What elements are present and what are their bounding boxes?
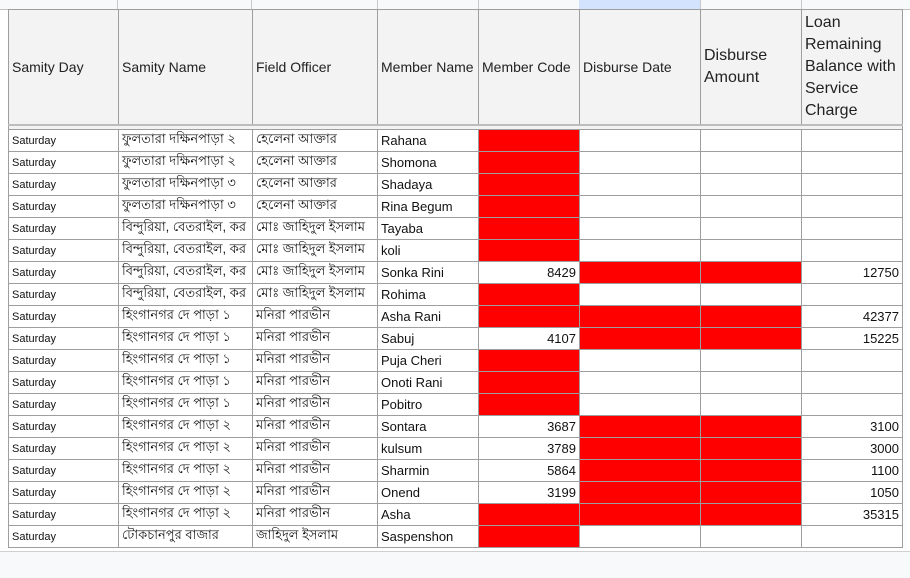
cell-disburse-date[interactable] xyxy=(580,482,701,504)
header-samity-name[interactable]: Samity Name xyxy=(119,10,253,126)
cell-disburse-date[interactable] xyxy=(580,350,701,372)
cell-member-code[interactable] xyxy=(479,350,580,372)
cell-disburse-date[interactable] xyxy=(580,394,701,416)
table-row xyxy=(9,284,903,306)
cell-disburse-date[interactable] xyxy=(580,438,701,460)
cell-samity-day[interactable]: Saturday xyxy=(9,526,119,548)
header-loan-remaining[interactable]: Loan Remaining Balance with Service Charge xyxy=(802,10,903,126)
cell-member-code[interactable] xyxy=(479,372,580,394)
cell-member-name[interactable]: kulsum xyxy=(378,438,479,460)
cell-disburse-amount[interactable] xyxy=(701,328,802,350)
cell-samity-name[interactable]: হিংগানগর দে পাড়া ১ xyxy=(119,306,253,328)
cell-samity-day[interactable]: Saturday xyxy=(9,460,119,482)
cell-samity-name[interactable]: হিংগানগর দে পাড়া ২ xyxy=(119,416,253,438)
cell-loan-remaining[interactable] xyxy=(802,152,903,174)
cell-samity-name[interactable]: হিংগানগর দে পাড়া ১ xyxy=(119,350,253,372)
cell-loan-remaining[interactable] xyxy=(802,372,903,394)
cell-disburse-amount[interactable] xyxy=(701,372,802,394)
cell-disburse-date[interactable] xyxy=(580,130,701,152)
header-field-officer[interactable]: Field Officer xyxy=(253,10,378,126)
cell-loan-remaining[interactable] xyxy=(802,174,903,196)
cell-field-officer[interactable]: মনিরা পারভীন xyxy=(253,372,378,394)
cell-samity-day[interactable]: Saturday xyxy=(9,482,119,504)
cell-member-name[interactable]: Tayaba xyxy=(378,218,479,240)
cell-member-name[interactable]: koli xyxy=(378,240,479,262)
cell-disburse-amount[interactable] xyxy=(701,460,802,482)
table-row xyxy=(9,174,903,196)
cell-member-code[interactable]: 4107 xyxy=(479,328,580,350)
cell-disburse-amount[interactable] xyxy=(701,196,802,218)
cell-samity-name[interactable]: হিংগানগর দে পাড়া ২ xyxy=(119,460,253,482)
cell-field-officer[interactable]: মনিরা পারভীন xyxy=(253,460,378,482)
cell-loan-remaining[interactable] xyxy=(802,350,903,372)
cell-disburse-amount[interactable] xyxy=(701,130,802,152)
cell-field-officer[interactable]: মনিরা পারভীন xyxy=(253,394,378,416)
cell-member-name[interactable]: Rina Begum xyxy=(378,196,479,218)
cell-samity-day[interactable]: Saturday xyxy=(9,218,119,240)
cell-samity-name[interactable]: বিন্দুরিয়া, বেতরাইল, কর xyxy=(119,284,253,306)
cell-disburse-amount[interactable] xyxy=(701,526,802,548)
cell-member-name[interactable]: Sabuj xyxy=(378,328,479,350)
cell-field-officer[interactable]: মনিরা পারভীন xyxy=(253,350,378,372)
table-row xyxy=(9,526,903,548)
cell-field-officer[interactable]: মনিরা পারভীন xyxy=(253,416,378,438)
cell-samity-day[interactable]: Saturday xyxy=(9,152,119,174)
cell-member-code[interactable] xyxy=(479,306,580,328)
table-row xyxy=(9,240,903,262)
cell-disburse-date[interactable] xyxy=(580,240,701,262)
cell-member-code[interactable]: 3199 xyxy=(479,482,580,504)
cell-member-name[interactable]: Sonka Rini xyxy=(378,262,479,284)
table-row xyxy=(9,482,903,504)
cell-loan-remaining[interactable]: 1100 xyxy=(802,460,903,482)
cell-member-name[interactable]: Sontara xyxy=(378,416,479,438)
cell-disburse-date[interactable] xyxy=(580,284,701,306)
table-row xyxy=(9,350,903,372)
cell-disburse-amount[interactable] xyxy=(701,306,802,328)
cell-samity-name[interactable]: হিংগানগর দে পাড়া ১ xyxy=(119,372,253,394)
cell-disburse-date[interactable] xyxy=(580,526,701,548)
header-member-name[interactable]: Member Name xyxy=(378,10,479,126)
cell-field-officer[interactable]: মনিরা পারভীন xyxy=(253,306,378,328)
cell-samity-day[interactable]: Saturday xyxy=(9,284,119,306)
cell-disburse-amount[interactable] xyxy=(701,438,802,460)
cell-disburse-amount[interactable] xyxy=(701,394,802,416)
header-disburse-amount[interactable]: Disburse Amount xyxy=(701,10,802,126)
cell-field-officer[interactable]: মনিরা পারভীন xyxy=(253,328,378,350)
cell-samity-day[interactable]: Saturday xyxy=(9,504,119,526)
cell-disburse-date[interactable] xyxy=(580,372,701,394)
cell-disburse-date[interactable] xyxy=(580,306,701,328)
cell-member-name[interactable]: Onend xyxy=(378,482,479,504)
cell-member-name[interactable]: Asha xyxy=(378,504,479,526)
cell-field-officer[interactable]: জাহিদুল ইসলাম xyxy=(253,526,378,548)
cell-samity-day[interactable]: Saturday xyxy=(9,416,119,438)
cell-samity-day[interactable]: Saturday xyxy=(9,438,119,460)
cell-disburse-date[interactable] xyxy=(580,460,701,482)
cell-samity-name[interactable]: ফুলতারা দক্ষিনপাড়া ২ xyxy=(119,152,253,174)
cell-member-name[interactable]: Pobitro xyxy=(378,394,479,416)
cell-disburse-amount[interactable] xyxy=(701,240,802,262)
cell-disburse-amount[interactable] xyxy=(701,284,802,306)
cell-samity-day[interactable]: Saturday xyxy=(9,306,119,328)
bottom-scroll-area[interactable] xyxy=(0,551,910,578)
table-row xyxy=(9,328,903,350)
cell-member-code[interactable]: 5864 xyxy=(479,460,580,482)
cell-member-name[interactable]: Rohima xyxy=(378,284,479,306)
cell-loan-remaining[interactable]: 35315 xyxy=(802,504,903,526)
cell-samity-name[interactable]: টোকচানপুর বাজার xyxy=(119,526,253,548)
cell-samity-day[interactable]: Saturday xyxy=(9,196,119,218)
cell-samity-name[interactable]: বিন্দুরিয়া, বেতরাইল, কর xyxy=(119,218,253,240)
cell-samity-name[interactable]: ফুলতারা দক্ষিনপাড়া ২ xyxy=(119,130,253,152)
table-row xyxy=(9,196,903,218)
cell-field-officer[interactable]: হেলেনা আক্তার xyxy=(253,174,378,196)
cell-disburse-date[interactable] xyxy=(580,504,701,526)
header-samity-day[interactable]: Samity Day xyxy=(9,10,119,126)
cell-member-code[interactable] xyxy=(479,394,580,416)
cell-field-officer[interactable]: হেলেনা আক্তার xyxy=(253,152,378,174)
cell-loan-remaining[interactable] xyxy=(802,240,903,262)
cell-loan-remaining[interactable]: 12750 xyxy=(802,262,903,284)
cell-member-name[interactable]: Onoti Rani xyxy=(378,372,479,394)
cell-disburse-amount[interactable] xyxy=(701,350,802,372)
cell-loan-remaining[interactable] xyxy=(802,130,903,152)
cell-member-code[interactable] xyxy=(479,174,580,196)
cell-loan-remaining[interactable]: 1050 xyxy=(802,482,903,504)
cell-field-officer[interactable]: মোঃ জাহিদুল ইসলাম xyxy=(253,240,378,262)
cell-samity-name[interactable]: হিংগানগর দে পাড়া ২ xyxy=(119,504,253,526)
cell-samity-day[interactable]: Saturday xyxy=(9,328,119,350)
cell-field-officer[interactable]: মোঃ জাহিদুল ইসলাম xyxy=(253,262,378,284)
cell-loan-remaining[interactable] xyxy=(802,218,903,240)
cell-samity-day[interactable]: Saturday xyxy=(9,394,119,416)
cell-field-officer[interactable]: মনিরা পারভীন xyxy=(253,504,378,526)
cell-samity-name[interactable]: বিন্দুরিয়া, বেতরাইল, কর xyxy=(119,240,253,262)
cell-disburse-amount[interactable] xyxy=(701,504,802,526)
cell-samity-name[interactable]: হিংগানগর দে পাড়া ১ xyxy=(119,328,253,350)
column-divider xyxy=(117,0,118,9)
table-row xyxy=(9,438,903,460)
table-row xyxy=(9,306,903,328)
cell-samity-day[interactable]: Saturday xyxy=(9,350,119,372)
column-divider xyxy=(801,0,802,9)
cell-member-name[interactable]: Rahana xyxy=(378,130,479,152)
cell-disburse-date[interactable] xyxy=(580,416,701,438)
cell-member-code[interactable] xyxy=(479,152,580,174)
header-member-code[interactable]: Member Code xyxy=(479,10,580,126)
cell-field-officer[interactable]: মনিরা পারভীন xyxy=(253,482,378,504)
cell-loan-remaining[interactable] xyxy=(802,284,903,306)
cell-disburse-date[interactable] xyxy=(580,196,701,218)
data-grid xyxy=(8,9,903,548)
cell-disburse-amount[interactable] xyxy=(701,416,802,438)
cell-samity-name[interactable]: ফুলতারা দক্ষিনপাড়া ৩ xyxy=(119,196,253,218)
cell-disburse-date[interactable] xyxy=(580,218,701,240)
cell-member-code[interactable]: 3789 xyxy=(479,438,580,460)
cell-samity-day[interactable]: Saturday xyxy=(9,372,119,394)
cell-field-officer[interactable]: হেলেনা আক্তার xyxy=(253,196,378,218)
column-divider xyxy=(377,0,378,9)
cell-samity-name[interactable]: বিন্দুরিয়া, বেতরাইল, কর xyxy=(119,262,253,284)
column-divider xyxy=(700,0,701,9)
cell-loan-remaining[interactable] xyxy=(802,526,903,548)
cell-disburse-date[interactable] xyxy=(580,174,701,196)
cell-disburse-amount[interactable] xyxy=(701,482,802,504)
cell-member-code[interactable] xyxy=(479,504,580,526)
cell-disburse-date[interactable] xyxy=(580,328,701,350)
cell-member-name[interactable]: Sharmin xyxy=(378,460,479,482)
cell-samity-name[interactable]: হিংগানগর দে পাড়া ২ xyxy=(119,438,253,460)
cell-member-name[interactable]: Asha Rani xyxy=(378,306,479,328)
table-row xyxy=(9,372,903,394)
cell-member-code[interactable] xyxy=(479,196,580,218)
cell-samity-day[interactable]: Saturday xyxy=(9,240,119,262)
table-row xyxy=(9,218,903,240)
table-row xyxy=(9,416,903,438)
header-row xyxy=(9,10,903,126)
cell-field-officer[interactable]: মনিরা পারভীন xyxy=(253,438,378,460)
table-row xyxy=(9,152,903,174)
table-row xyxy=(9,262,903,284)
cell-samity-day[interactable]: Saturday xyxy=(9,174,119,196)
cell-field-officer[interactable]: মোঃ জাহিদুল ইসলাম xyxy=(253,218,378,240)
cell-loan-remaining[interactable]: 15225 xyxy=(802,328,903,350)
table-row xyxy=(9,504,903,526)
cell-loan-remaining[interactable]: 3000 xyxy=(802,438,903,460)
selected-column-indicator xyxy=(579,0,700,9)
cell-disburse-amount[interactable] xyxy=(701,218,802,240)
cell-member-code[interactable] xyxy=(479,240,580,262)
cell-disburse-amount[interactable] xyxy=(701,152,802,174)
cell-member-code[interactable]: 3687 xyxy=(479,416,580,438)
cell-disburse-amount[interactable] xyxy=(701,262,802,284)
cell-loan-remaining[interactable] xyxy=(802,196,903,218)
header-disburse-date[interactable]: Disburse Date xyxy=(580,10,701,126)
cell-loan-remaining[interactable] xyxy=(802,394,903,416)
cell-member-code[interactable] xyxy=(479,284,580,306)
cell-samity-name[interactable]: হিংগানগর দে পাড়া ২ xyxy=(119,482,253,504)
cell-samity-name[interactable]: ফুলতারা দক্ষিনপাড়া ৩ xyxy=(119,174,253,196)
table-row xyxy=(9,394,903,416)
cell-disburse-amount[interactable] xyxy=(701,174,802,196)
cell-member-name[interactable]: Saspenshon xyxy=(378,526,479,548)
table-row xyxy=(9,460,903,482)
cell-disburse-date[interactable] xyxy=(580,152,701,174)
column-divider xyxy=(251,0,252,9)
cell-samity-day[interactable]: Saturday xyxy=(9,130,119,152)
cell-member-name[interactable]: Puja Cheri xyxy=(378,350,479,372)
column-divider xyxy=(478,0,479,9)
cell-member-name[interactable]: Shomona xyxy=(378,152,479,174)
cell-loan-remaining[interactable]: 3100 xyxy=(802,416,903,438)
cell-member-code[interactable] xyxy=(479,218,580,240)
cell-samity-day[interactable]: Saturday xyxy=(9,262,119,284)
cell-disburse-date[interactable] xyxy=(580,262,701,284)
cell-member-code[interactable]: 8429 xyxy=(479,262,580,284)
table-row xyxy=(9,130,903,152)
cell-member-code[interactable] xyxy=(479,526,580,548)
cell-loan-remaining[interactable]: 42377 xyxy=(802,306,903,328)
cell-field-officer[interactable]: হেলেনা আক্তার xyxy=(253,130,378,152)
cell-field-officer[interactable]: মোঃ জাহিদুল ইসলাম xyxy=(253,284,378,306)
cell-member-name[interactable]: Shadaya xyxy=(378,174,479,196)
cell-member-code[interactable] xyxy=(479,130,580,152)
cell-samity-name[interactable]: হিংগানগর দে পাড়া ১ xyxy=(119,394,253,416)
